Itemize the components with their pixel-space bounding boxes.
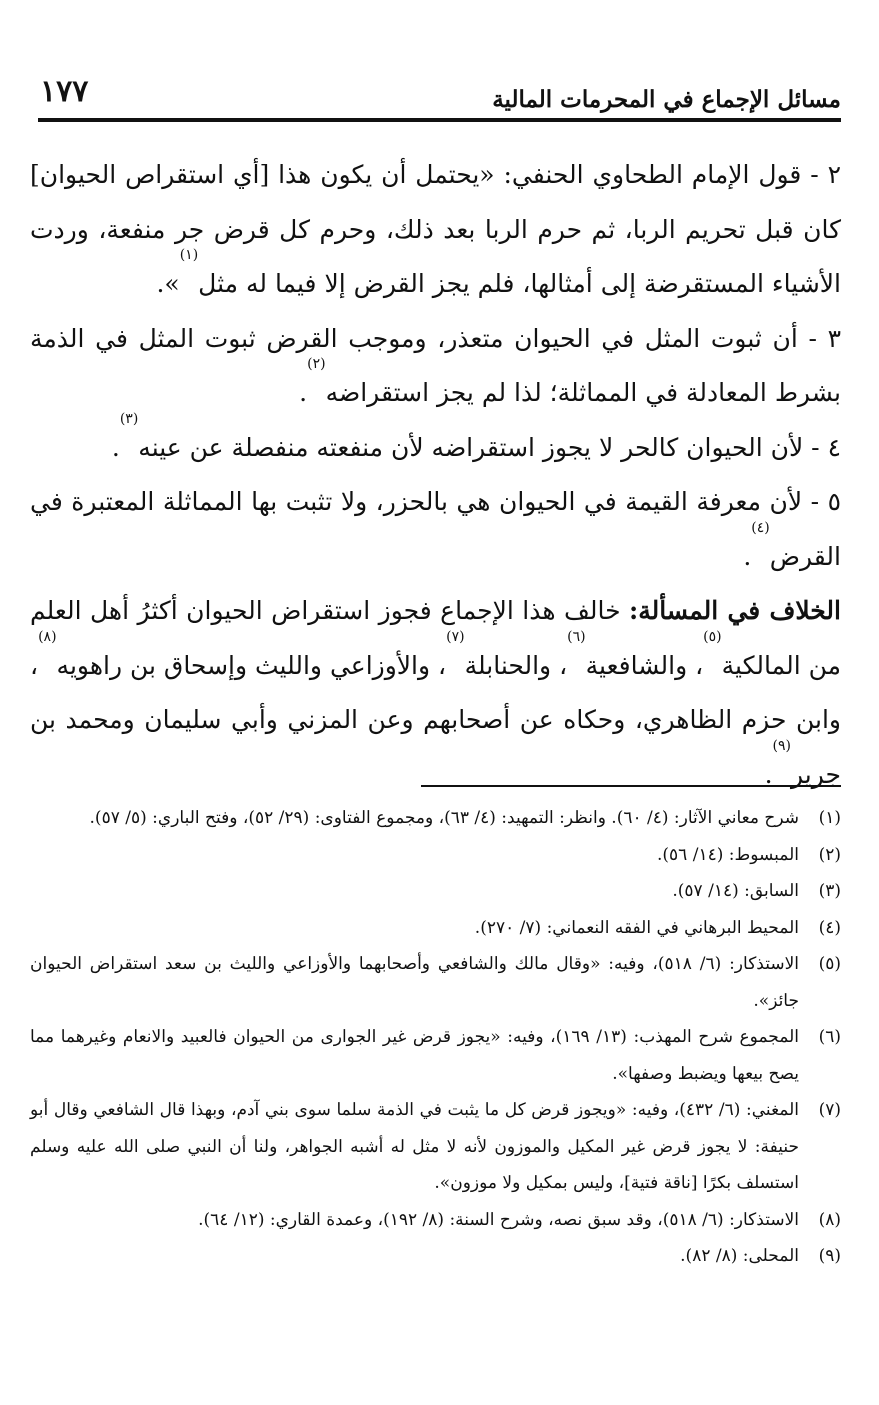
footnote-number: (٢) [818, 844, 841, 865]
footnote-number: (٨) [818, 1209, 841, 1230]
paragraph-point-2: ٢ - قول الإمام الطحاوي الحنفي: «يحتمل أن يكون هذا [أي استقراص الحيوان] كان قبل تحريم الربا، ثم حرم الربا بعد ذلك، وحرم كل قرض جر منفعة، وردت الأشياء المستقرضة إلى أمثالها، فلم يجز القرض إلا فيما له مثل$^{(١)}$». [30, 160, 841, 298]
footnote-text: السابق: (١٤/ ٥٧). [672, 881, 799, 901]
footnote-number: (٧) [818, 1100, 841, 1120]
footnote [30, 1238, 841, 1275]
footnote-number: (٩) [818, 1246, 841, 1266]
footnote-number: (٣) [818, 881, 841, 901]
footnote-ref-2[interactable]: (٢) [307, 356, 326, 372]
footnote-separator [421, 785, 841, 787]
header-rule [38, 118, 841, 122]
page-number: ١٧٧ [40, 74, 89, 109]
footnote-ref-3[interactable]: (٣) [119, 410, 139, 427]
footnote-number: (٤) [818, 917, 841, 938]
paragraph-khilaf: الخلاف في المسألة: خالف هذا الإجماع فجوز استقراض الحيوان أكثرُ أهل العلم من المالكية$^{(٥)}$، والشافعية$^{(٦)}$، والحنابلة$^{(٧)}$، والأوزاعي والليث وإسحاق بن راهويه$^{(٨)}$، وابن حزم الظاهري، وحكاه عن أصحابهم وعن المزني وأبي سليمان ومحمد بن جرير$^{(٩)}$. [30, 596, 842, 789]
footnote-text: المبسوط: (١٤/ ٥٦). [656, 844, 799, 865]
footnote-text: المغني: (٦/ ٤٣٢)، وفيه: «ويجوز قرض كل ما يثبت في الذمة سلما سوى بني آدم، وبهذا قال الشافعي وقال أبو حنيفة: لا يجوز قرض غير المكيل والموزون لأنه لا مثل له أشبه الجواهر، ولنا أن النبي صلى الله عليه وسلم استسلف بكرًا [ناقة فتية]، وليس بمكيل ولا موزون». [30, 1100, 799, 1193]
footnote [30, 1092, 841, 1202]
page-header [30, 66, 841, 114]
footnote-ref-5[interactable]: (٥) [703, 628, 722, 645]
footnote-ref-6[interactable]: (٦) [567, 628, 586, 645]
footnote-text: الاستذكار: (٦/ ٥١٨)، وفيه: «وقال مالك والشافعي وأصحابهما والأوزاعي والليث بن سعد استقراض الحيوان جائز». [30, 954, 799, 1011]
footnote-ref-1[interactable]: (١) [179, 247, 199, 263]
footnote-text: المحيط البرهاني في الفقه النعماني: (٧/ ٢٧٠). [474, 917, 799, 938]
footnote-text: شرح معاني الآثار: (٤/ ٦٠). وانظر: التمهيد: (٤/ ٦٣)، ومجموع الفتاوى: (٢٩/ ٥٢)، وفتح الباري: (٥/ ٥٧). [89, 808, 799, 828]
footnote-text: المجموع شرح المهذب: (١٣/ ١٦٩)، وفيه: «يجوز قرض غير الجوارى من الحيوان فالعبيد والانعام وغيرهما مما يصح بيعها ويضبط وصفها». [30, 1027, 799, 1084]
footnote-ref-7[interactable]: (٧) [446, 628, 465, 645]
footnote [30, 800, 841, 837]
footnote-number: (٦) [818, 1027, 841, 1047]
footnote [30, 1202, 841, 1239]
footnote [30, 1019, 841, 1092]
paragraph-point-3: ٣ - أن ثبوت المثل في الحيوان متعذر، وموجب القرض ثبوت المثل في الذمة بشرط المعادلة في المماثلة؛ لذا لم يجز استقراضه$^{(٢)}$. [30, 323, 841, 407]
footnote [30, 837, 841, 874]
footnotes [30, 800, 841, 1275]
footnote-ref-4[interactable]: (٤) [751, 519, 770, 536]
footnote-number: (١) [818, 808, 841, 828]
footnote-ref-8[interactable]: (٨) [38, 628, 57, 645]
footnote-text: المحلى: (٨/ ٨٢). [680, 1246, 799, 1266]
section-lead: الخلاف في المسألة: [629, 596, 841, 625]
footnote-number: (٥) [818, 954, 841, 974]
running-title: مسائل الإجماع في المحرمات المالية [492, 86, 841, 113]
footnote [30, 873, 841, 910]
main-text [30, 148, 841, 802]
footnote-text: الاستذكار: (٦/ ٥١٨)، وقد سبق نصه، وشرح السنة: (٨/ ١٩٢)، وعمدة القاري: (١٢/ ٦٤). [198, 1209, 799, 1230]
paragraph-point-4: ٤ - لأن الحيوان كالحر لا يجوز استقراضه لأن منفعته منفصلة عن عينه$^{(٣)}$. [111, 410, 841, 462]
footnote [30, 946, 841, 1019]
footnote [30, 910, 841, 947]
paragraph-point-5: ٥ - لأن معرفة القيمة في الحيوان هي بالحزر، ولا تثبت بها المماثلة المعتبرة في القرض$^{(٤)}$. [30, 487, 841, 571]
footnote-ref-9[interactable]: (٩) [772, 737, 791, 754]
